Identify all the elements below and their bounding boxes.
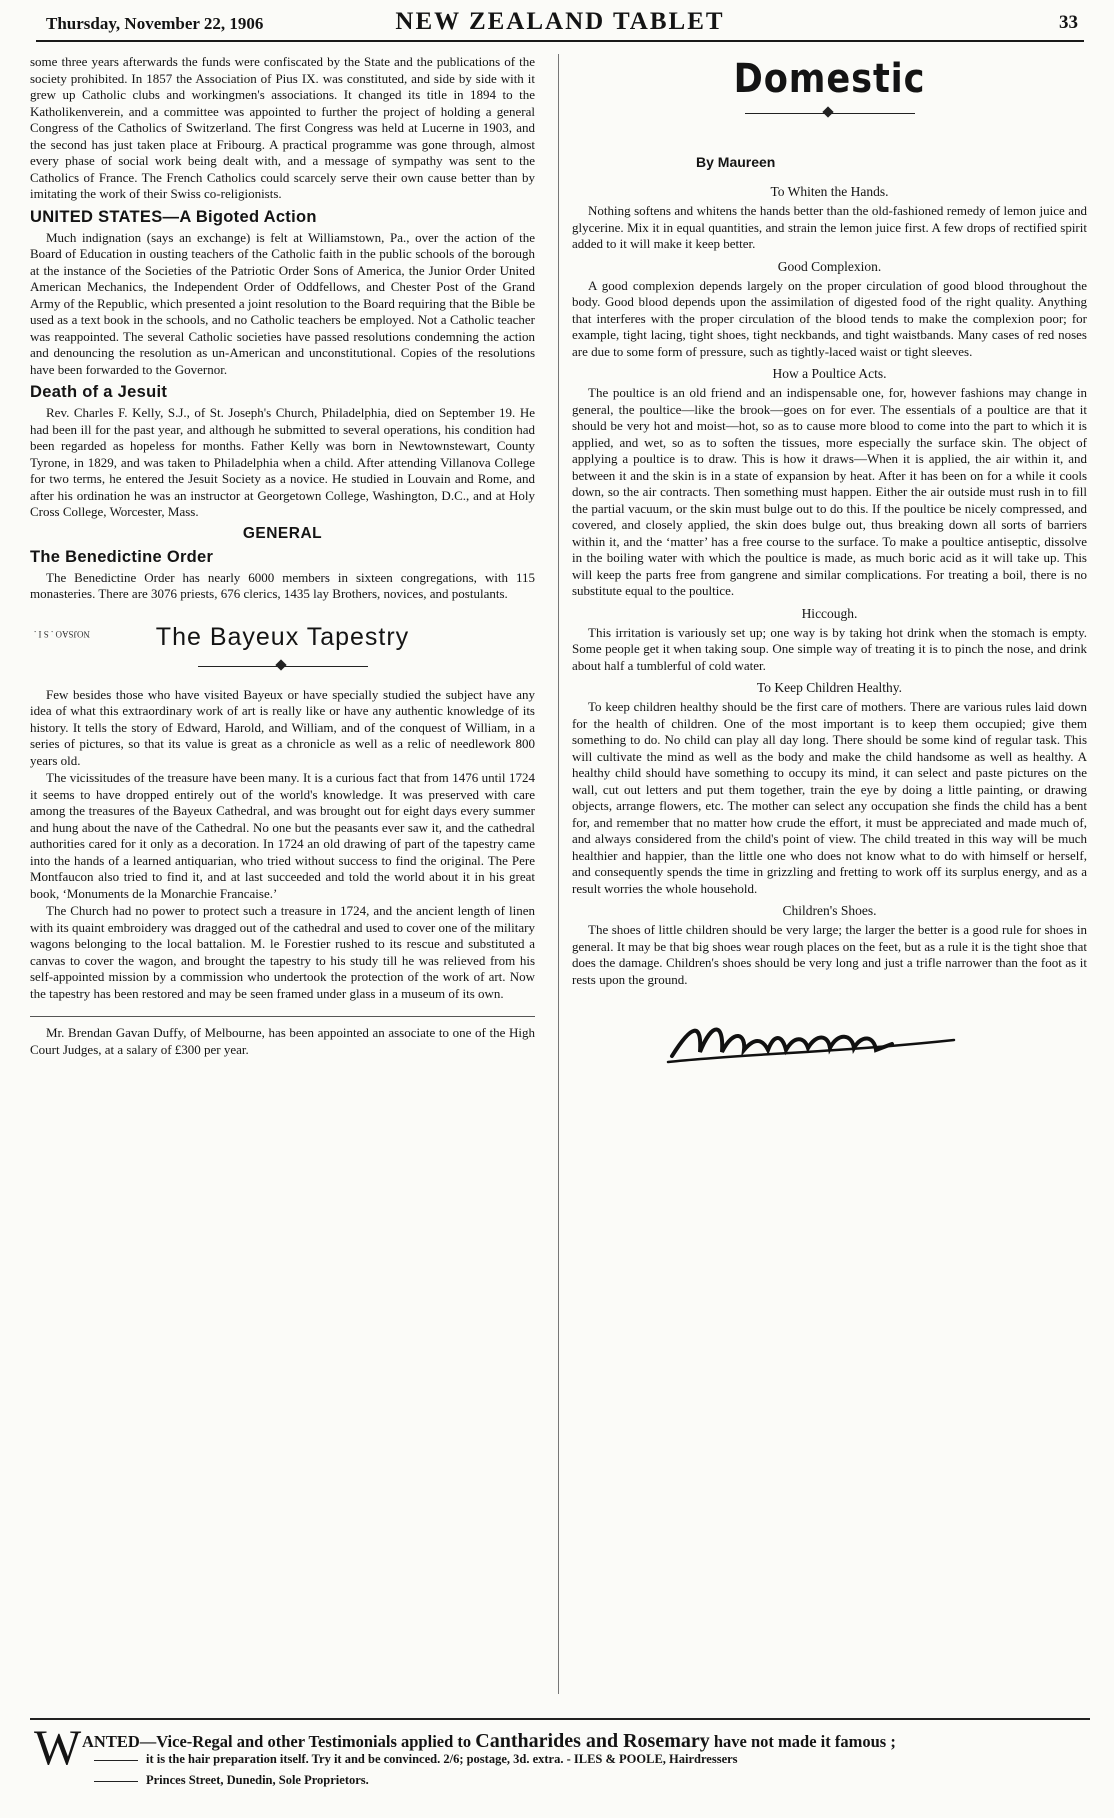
children-healthy-heading: To Keep Children Healthy. (756, 680, 903, 695)
ad-line-1 (82, 1730, 896, 1753)
domestic-title: Domestic (733, 56, 926, 102)
ad-text: Princes Street, Dunedin, Sole Proprietors. (146, 1773, 369, 1787)
benedictine-text: The Benedictine Order has nearly 6000 members in sixteen congregations, with 115 monasteries. There are 3076 priests, 676 clerics, 1435 lay Brothers, novices, and postulants. (30, 569, 535, 601)
issue-date: Thursday, November 22, 1906 (46, 14, 264, 33)
ad-text: ANTED—Vice-Regal and other Testimonials applied to (82, 1732, 472, 1751)
section-rule (30, 1016, 535, 1017)
bayeux-header (30, 619, 535, 659)
brief-note-text: Mr. Brendan Gavan Duffy, of Melbourne, has been appointed an associate to one of the High Court Judges, at a salary of £300 per year. (30, 1025, 535, 1057)
ad-text: have not made it famous ; (713, 1732, 896, 1751)
good-complexion-heading: Good Complexion. (777, 258, 882, 274)
death-of-jesuit-text: Rev. Charles F. Kelly, S.J., of St. Joseph's Church, Philadelphia, died on September 19. He had been ill for the past year, and although he submitted to several operations, his condition had been regarded as hopeless for months. Father Kelly was born in Newtownstewart, County Tyrone, in 1829, and was taken to Philadelphia when a child. After attending Villanova College for two terms, he entered the Jesuit Society as a novice. He studied in Louvain and Rome, and after his ordination he was an instructor at Georgetown College, Washington, D.C., and at Holy Cross College, Worcester, Mass. (30, 405, 535, 519)
ornament-divider (198, 661, 368, 673)
byline: By Maureen (696, 154, 776, 170)
bayeux-paragraph: Few besides those who have visited Bayeux or have specially studied the subject have any idea of what this extraordinary work of art is really like or have any authentic knowledge of its history. It tells the story of Edward, Harold, and William, and of the conquest of William, in a series of pictures, so that its value is great as a chronicle as well as a relic of needlework 800 years old. (30, 686, 535, 768)
bayeux-stamp: NOJSAO . S I . (34, 628, 91, 639)
ornament-divider (745, 108, 915, 120)
ad-line-2 (94, 1752, 738, 1767)
diamond-ornament-icon (822, 106, 833, 117)
dash-rule (94, 1760, 138, 1761)
switzerland-continued-text: some three years afterwards the funds were confiscated by the State and the publications of the society prohibited. In 1857 the Association of Pius IX. was constituted, and side by side with it grew up Catholic clubs and workingmen's associations. It changed its title in 1894 to the Katholikenverein, and a committee was appointed to further the project of holding a general Congress of the Catholics of Switzerland. The first Congress was held at Lucerne in 1903, and the second has just taken place at Fribourg. A practical programme was gone through, almost every phase of social work being dealt with, and a message of sympathy was sent to the Catholics of France. The French Catholics could scarcely serve their own cause better than by imitating the work of their Swiss co-religionists. (30, 54, 535, 201)
poultice-heading: How a Poultice Acts. (772, 366, 887, 381)
childrens-shoes-heading: Children's Shoes. (782, 903, 877, 918)
hiccough-heading: Hiccough. (801, 605, 858, 621)
column-divider (558, 54, 559, 1694)
diamond-ornament-icon (275, 659, 286, 670)
signature (572, 1004, 1087, 1078)
benedictine-heading: The Benedictine Order (30, 547, 214, 566)
us-bigoted-action-text: Much indignation (says an exchange) is felt at Williamstown, Pa., over the action of the Board of Education in ousting teachers of the Catholic faith in the public schools of the borough at the instance of the Societies of the Patriotic Order Sons of America, the Junior Order United American Mechanics, the Independent Order of Oddfellows, and Chester Post of the Grand Army of the Republic, which presented a joint resolution to the Board requiring that the Bible be used as a text book in the schools, and no Catholic teachers be employed. Not a Catholic teacher was reappointed. The several Catholic societies have passed resolutions condemning the action and denouncing the resolution as un-American and unconstitutional. Copies of the resolutions have been forwarded to the Governor. (30, 229, 535, 377)
whiten-hands-text: Nothing softens and whitens the hands better than the old-fashioned remedy of lemon juice and glycerine. Mix it in equal quantities, and strain the lemon juice first. A few drops of rectified spirit added to it will make it keep better. (572, 203, 1087, 251)
childrens-shoes-text: The shoes of little children should be very large; the larger the better is a good rule for shoes in general. It may be that big shoes wear rough places on the feet, but as a rule it is the tight shoe that does the damage. Children's shoes should be very long and just a trifle narrower than the foot as it rests upon the ground. (572, 922, 1087, 987)
left-column (30, 54, 535, 1694)
page-header (36, 8, 1084, 42)
children-healthy-text: To keep children healthy should be the first care of mothers. There are various rules laid down for the health of children. One of the most important is to keep them occupied; give them something to do. No child can play all day long. There should be some kind of regular task. This will cultivate the mind as well as the body and make the child handsome as well as healthy. A healthy child should have something to occupy its mind, it can select and paste pictures on the wall, cut out letters and put them together, train the eye by doing a little painting, or drawing objects, arrange flowers, etc. The mother can select any occupation she finds the child has a bent for, and remember that no matter how crude the effort, it must be appreciated and made much of, and always considered from the child's point of view. The child treated in this way will be much healthier and happier, than the little one who does not know what to do with himself or herself, and consequently spends the time in grizzling and fretting to work off its surplus energy, and as a result worries the whole household. (572, 699, 1087, 896)
poultice-text: The poultice is an old friend and an indispensable one, for, however fashions may change in general, the poultice—like the brook—goes on for ever. The essentials of a poultice are that it should be very hot and moist—hot, so as to cause more blood to come into the part to which it is applied, and wet, so as to soften the tissues, more especially the surface skin. The object of applying a poultice is to draw. This is how it draws—When it is applied, the air within it, and between it and the skin is in a state of expansion by heat. After it has been on for a while it cools down, so the air contracts. Then something must happen. Either the air outside must rush in to fill the partial vacuum, or the skin must bulge out to do this. If the poultice be nicely compressed, and covered, and closely applied, the skin does bulge out, thus breaking down all sorts of barriers within it, and the ‘matter’ has a free course to the surface. To make a poultice antiseptic, dissolve in the boiling water with which the poultice is made, as much boric acid as it will take up. This will keep the parts free from gangrene and similar complications. For treating a boil, there is no substitute equal to the poultice. (572, 385, 1087, 598)
bayeux-paragraph: The Church had no power to protect such a treasure in 1724, and the ancient length of linen with its quaint embroidery was dragged out of the cathedral and used to cover one of the military wagons belonging to the local battalion. M. le Forestier rushed to its rescue and substituted a canvas to cover the wagon, and brought the tapestry to his study till he was relieved from his self-appointed mission by a commission who undertook the protection of the work of art. Now the tapestry has been restored and may be seen framed under glass in a museum of its own. (30, 903, 535, 1001)
hiccough-text: This irritation is variously set up; one way is by taking hot drink when the stomach is empty. Some people get it when taking soup. One simple way of treating it is to pinch the nose, and drink about half a tumblerful of cold water. (572, 624, 1087, 673)
ad-text: it is the hair preparation itself. Try it and be convinced. 2/6; postage, 3d. extra. - ILES & POOLE, Hairdressers (146, 1752, 738, 1766)
bayeux-paragraph: The vicissitudes of the treasure have been many. It is a curious fact that from 1476 until 1724 it seems to have dropped entirely out of the world's knowledge. It was preserved with care among the treasures of the Bayeux Cathedral, and was brought out for eight days every summer and hung about the nave of the Cathedral. No one but the peasants ever saw it, and the cathedral authorities cared for it only as a decoration. In 1724 an old drawing of part of the tapestry came into the hands of a learned antiquarian, who tried without success to find the original. The Pere Montfaucon also tried to find it, and at last succeeded and told the world about it in his great book, ‘Monuments de la Monarchie Francaise.’ (30, 770, 535, 901)
good-complexion-text: A good complexion depends largely on the proper circulation of good blood throughout the body. Good blood depends upon the assimilation of digested food of the right quality. Anything that interferes with the proper circulation of the blood tends to make the complexion poor; for example, tight lacing, tight shoes, tight neckbands, and tight waistbands. Many cases of red noses are due to some form of pressure, such as tightly-laced waist or tight sleeves. (572, 277, 1087, 359)
newspaper-title: NEW ZEALAND TABLET (395, 8, 725, 35)
ad-product-name: Cantharides and Rosemary (475, 1730, 710, 1752)
right-column (572, 54, 1087, 1694)
general-heading: GENERAL (242, 524, 323, 542)
bayeux-title: The Bayeux Tapestry (155, 622, 410, 651)
death-of-jesuit-heading: Death of a Jesuit (30, 383, 168, 401)
ad-line-3 (94, 1773, 369, 1788)
ad-drop-initial: W (34, 1719, 82, 1775)
whiten-hands-heading: To Whiten the Hands. (770, 184, 889, 199)
maureen-signature-icon (662, 1004, 962, 1074)
us-bigoted-action-heading: UNITED STATES—A Bigoted Action (30, 207, 317, 226)
advertisement (30, 1718, 1090, 1800)
dash-rule (94, 1781, 138, 1782)
page-number: 33 (1059, 12, 1078, 33)
